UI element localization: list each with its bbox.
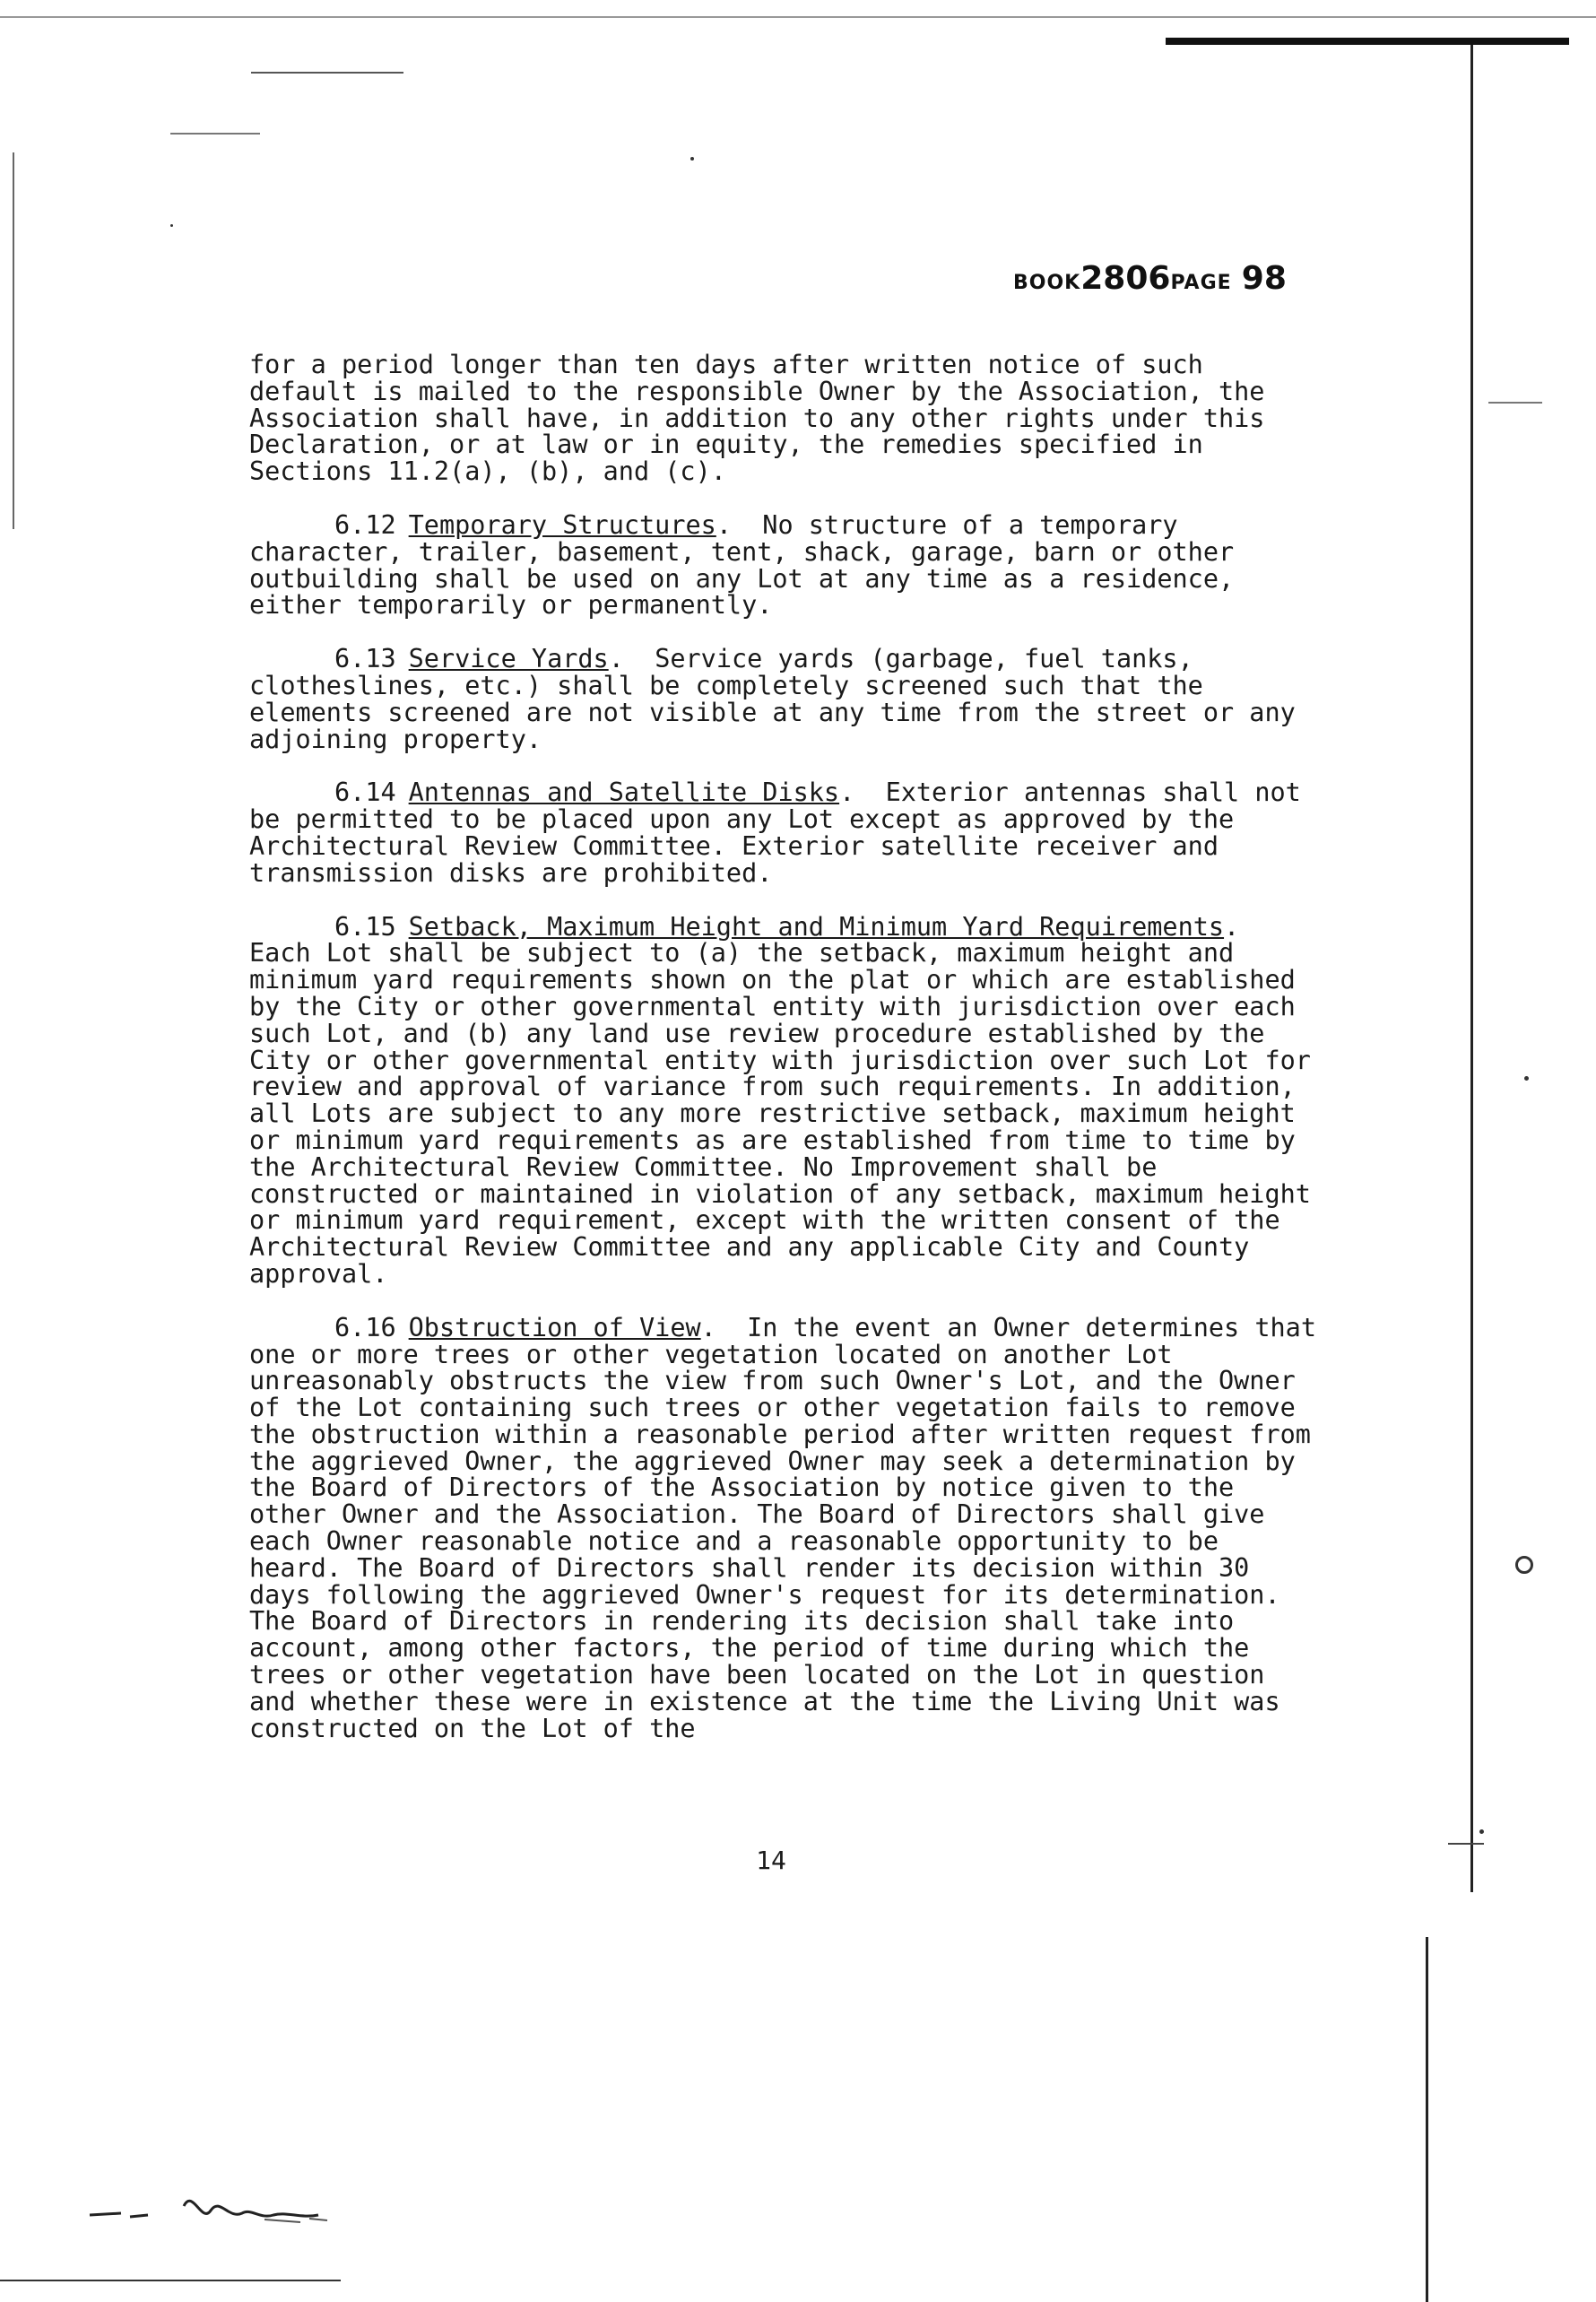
scan-mark-right-1	[1488, 402, 1542, 404]
section-number: 6.16	[334, 1312, 396, 1342]
section-number: 6.12	[334, 509, 396, 540]
section-text: No structure of a temporary character, trailer, basement, tent, shack, garage, barn or other outbuilding shall be used on any Lot at any time as a residence, either temporarily or permanently.	[249, 509, 1235, 621]
page-value: 98	[1241, 260, 1287, 297]
scan-mark-top-left-1	[251, 72, 403, 74]
scan-speck	[1515, 1556, 1533, 1574]
section-heading: Setback, Maximum Height and Minimum Yard Requirements	[408, 911, 1225, 942]
section-heading: Obstruction of View	[408, 1312, 701, 1342]
section-heading: Antennas and Satellite Disks	[408, 777, 840, 808]
section-number: 6.14	[334, 777, 396, 808]
section-heading: Service Yards	[408, 644, 609, 674]
scan-mark-top-left-2	[170, 133, 260, 135]
section-heading: Temporary Structures	[408, 509, 716, 540]
scan-mark-right-2	[1448, 1843, 1484, 1845]
book-label: BOOK	[1013, 272, 1081, 294]
section-text: Service yards (garbage, fuel tanks, clotheslines, etc.) shall be completely screened such that the elements screened are not visible at any time from the street or any adjoining property.	[249, 644, 1296, 754]
scan-speck	[1524, 1076, 1529, 1081]
section-text: In the event an Owner determines that one or more trees or other vegetation located on another Lot unreasonably obstructs the view from such Owner's Lot, and the Owner of the Lot containing such trees or other vegetation fails to remove the obstruction within a reasonable period after written request from the aggrieved Owner, the aggrieved Owner may seek a determination by the Board of Directors of the Association by notice given to the other Owner and the Association. The Board of Directors shall give each Owner reasonable notice and a reasonable opportunity to be heard. The Board of Directors shall render its decision within 30 days following the aggrieved Owner's request for its determination. The Board of Directors in rendering its decision shall take into account, among other factors, the period of time during which the trees or other vegetation have been located on the Lot in question and whether these were in existence at the time the Living Unit was constructed on the Lot of the	[249, 1312, 1317, 1743]
section-6-16: 6.16 Obstruction of View. In the event an Owner determines that one or more trees or other vegetation located on another Lot unreasonably obstructs the view from such Owner's Lot, and the Owner of the Lot containing such trees or other vegetation fails to remove the obstruction within a reasonable period after written request from the aggrieved Owner, the aggrieved Owner may seek a determination by the Board of Directors of the Association by notice given to the other Owner and the Association. The Board of Directors shall give each Owner reasonable notice and a reasonable opportunity to be heard. The Board of Directors shall render its decision within 30 days following the aggrieved Owner's request for its determination. The Board of Directors in rendering its decision shall take into account, among other factors, the period of time during which the trees or other vegetation have been located on the Lot in question and whether these were in existence at the time the Living Unit was constructed on the Lot of the	[249, 1312, 1317, 1743]
book-page-reference	[1013, 260, 1287, 297]
document-body	[249, 352, 1325, 1768]
scan-border-top-right	[1166, 38, 1569, 45]
scan-speck	[690, 157, 694, 161]
handwritten-initials	[85, 2179, 363, 2233]
section-number: 6.15	[334, 911, 396, 942]
scan-border-right	[1470, 45, 1473, 1892]
section-6-12: 6.12 Temporary Structures. No structure of a temporary character, trailer, basement, tent, shack, garage, barn or other outbuilding shall be used on any Lot at any time as a residence, either temporarily or permanently.	[249, 509, 1235, 621]
scan-border-top	[0, 16, 1596, 18]
section-6-13: 6.13 Service Yards. Service yards (garbage, fuel tanks, clotheslines, etc.) shall be completely screened such that the elements screened are not visible at any time from the street or any adjoining property.	[249, 644, 1296, 754]
paragraph-text: for a period longer than ten days after written notice of such default is mailed to the responsible Owner by the Association, the Association shall have, in addition to any other rights under this Declaration, or at law or in equity, the remedies specified in Sections 11.2(a), (b), and (c).	[249, 350, 1265, 487]
section-number: 6.13	[334, 644, 396, 674]
page-label: PAGE	[1170, 272, 1232, 294]
scan-speck	[170, 224, 173, 227]
section-6-15: 6.15 Setback, Maximum Height and Minimum Yard Requirements. Each Lot shall be subject to (a) the setback, maximum height and minimum yard requirements shown on the plat or which are established by the City or other governmental entity with jurisdiction over each such Lot, and (b) any land use review procedure established by the City or other governmental entity with jurisdiction over such Lot for review and approval of variance from such requirements. In addition, all Lots are subject to any more restrictive setback, maximum height or minimum yard requirements as are established from time to time by the Architectural Review Committee. No Improvement shall be constructed or maintained in violation of any setback, maximum height or minimum yard requirement, except with the written consent of the Architectural Review Committee and any applicable City and County approval.	[249, 911, 1311, 1289]
scan-border-right-lower	[1426, 1937, 1428, 2302]
page-number: 14	[756, 1846, 786, 1875]
book-number: 2806	[1080, 260, 1171, 297]
paragraph-continuation	[249, 352, 1325, 485]
scan-border-left	[13, 152, 14, 529]
scan-speck	[1479, 1829, 1484, 1834]
scan-border-bottom	[0, 2280, 341, 2281]
section-text: Each Lot shall be subject to (a) the setback, maximum height and minimum yard requirements shown on the plat or which are established by the City or other governmental entity with jurisdiction over each such Lot, and (b) any land use review procedure established by the City or other governmental entity with jurisdiction over such Lot for review and approval of variance from such requirements. In addition, all Lots are subject to any more restrictive setback, maximum height or minimum yard requirements as are established from time to time by the Architectural Review Committee. No Improvement shall be constructed or maintained in violation of any setback, maximum height or minimum yard requirement, except with the written consent of the Architectural Review Committee and any applicable City and County approval.	[249, 938, 1311, 1289]
section-6-14: 6.14 Antennas and Satellite Disks. Exterior antennas shall not be permitted to be placed upon any Lot except as approved by the Architectural Review Committee. Exterior satellite receiver and transmission disks are prohibited.	[249, 777, 1301, 888]
section-text: Exterior antennas shall not be permitted to be placed upon any Lot except as approved by the Architectural Review Committee. Exterior satellite receiver and transmission disks are prohibited.	[249, 777, 1301, 888]
